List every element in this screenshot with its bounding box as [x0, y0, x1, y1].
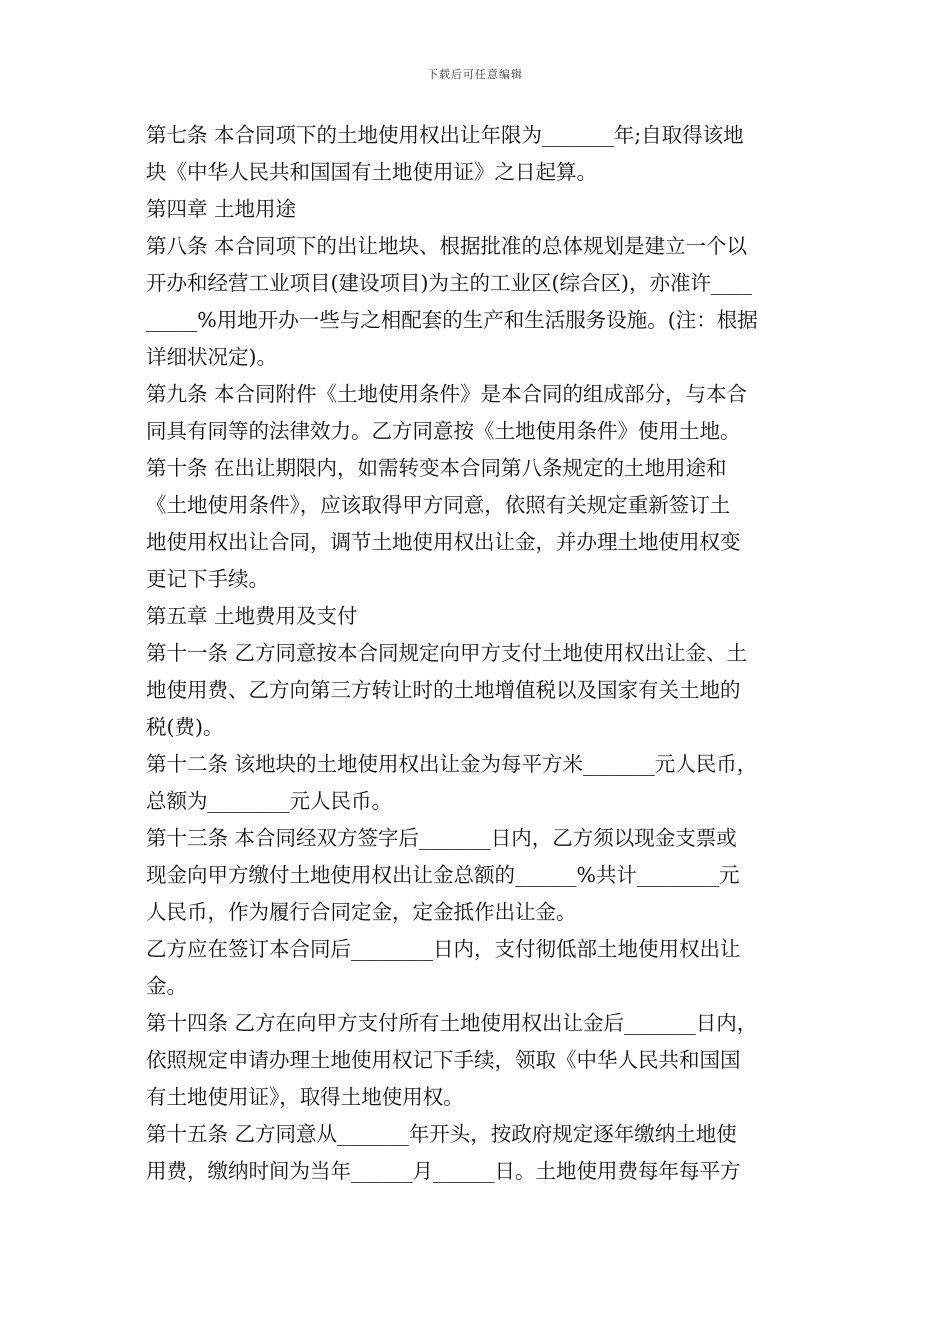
- document-body: [146, 117, 816, 1190]
- chapter-heading: 第五章 土地费用及支付: [146, 604, 358, 628]
- text-line: 同具有同等的法律效力。乙方同意按《土地使用条件》使用土地。: [146, 419, 741, 443]
- text-line: 更记下手续。: [146, 567, 269, 591]
- text-line: 现金向甲方缴付土地使用权出让金总额的______%共计________元: [146, 863, 740, 887]
- text-line: 金。: [146, 974, 187, 998]
- text-line: 地使用费、乙方向第三方转让时的土地增值税以及国家有关土地的: [146, 678, 741, 702]
- text-line: 《土地使用条件》，应该取得甲方同意，依照有关规定重新签订土: [146, 493, 731, 517]
- page-header: 下载后可任意编辑: [427, 68, 523, 81]
- text-line: 开办和经营工业项目(建设项目)为主的工业区(综合区)，亦准许____: [146, 271, 752, 295]
- text-line: 依照规定申请办理土地使用权记下手续，领取《中华人民共和国国: [146, 1048, 741, 1072]
- text-line: 地使用权出让合同，调节土地使用权出让金，并办理土地使用权变: [146, 530, 741, 554]
- text-line: 第九条 本合同附件《土地使用条件》是本合同的组成部分，与本合: [146, 382, 748, 406]
- text-line: 第十条 在出让期限内，如需转变本合同第八条规定的土地用途和: [146, 456, 727, 480]
- text-line: 第十二条 该地块的土地使用权出让金为每平方米_______元人民币，: [146, 752, 758, 776]
- text-line: _____%用地开办一些与之相配套的生产和生活服务设施。(注：根据: [146, 308, 758, 332]
- text-line: 乙方应在签订本合同后________日内，支付彻低部土地使用权出让: [146, 937, 741, 961]
- text-line: 第十一条 乙方同意按本合同规定向甲方支付土地使用权出让金、土: [146, 641, 748, 665]
- chapter-heading: 第四章 土地用途: [146, 197, 297, 221]
- text-line: 第七条 本合同项下的土地使用权出让年限为_______年;自取得该地: [146, 123, 744, 147]
- text-line: 有土地使用证》，取得土地使用权。: [146, 1085, 464, 1109]
- text-line: 用费，缴纳时间为当年______月______日。土地使用费每年每平方: [146, 1159, 741, 1183]
- text-line: 块《中华人民共和国国有土地使用证》之日起算。: [146, 160, 597, 184]
- text-line: 第十五条 乙方同意从_______年开头，按政府规定逐年缴纳土地使: [146, 1122, 737, 1146]
- text-line: 总额为________元人民币。: [146, 789, 392, 813]
- text-line: 第十三条 本合同经双方签字后_______日内，乙方须以现金支票或: [146, 826, 737, 850]
- text-line: 第八条 本合同项下的出让地块、根据批准的总体规划是建立一个以: [146, 234, 748, 258]
- text-line: 详细状况定)。: [146, 345, 277, 369]
- text-line: 第十四条 乙方在向甲方支付所有土地使用权出让金后_______日内，: [146, 1011, 758, 1035]
- text-line: 税(费)。: [146, 715, 224, 739]
- text-line: 人民币，作为履行合同定金，定金抵作出让金。: [146, 900, 577, 924]
